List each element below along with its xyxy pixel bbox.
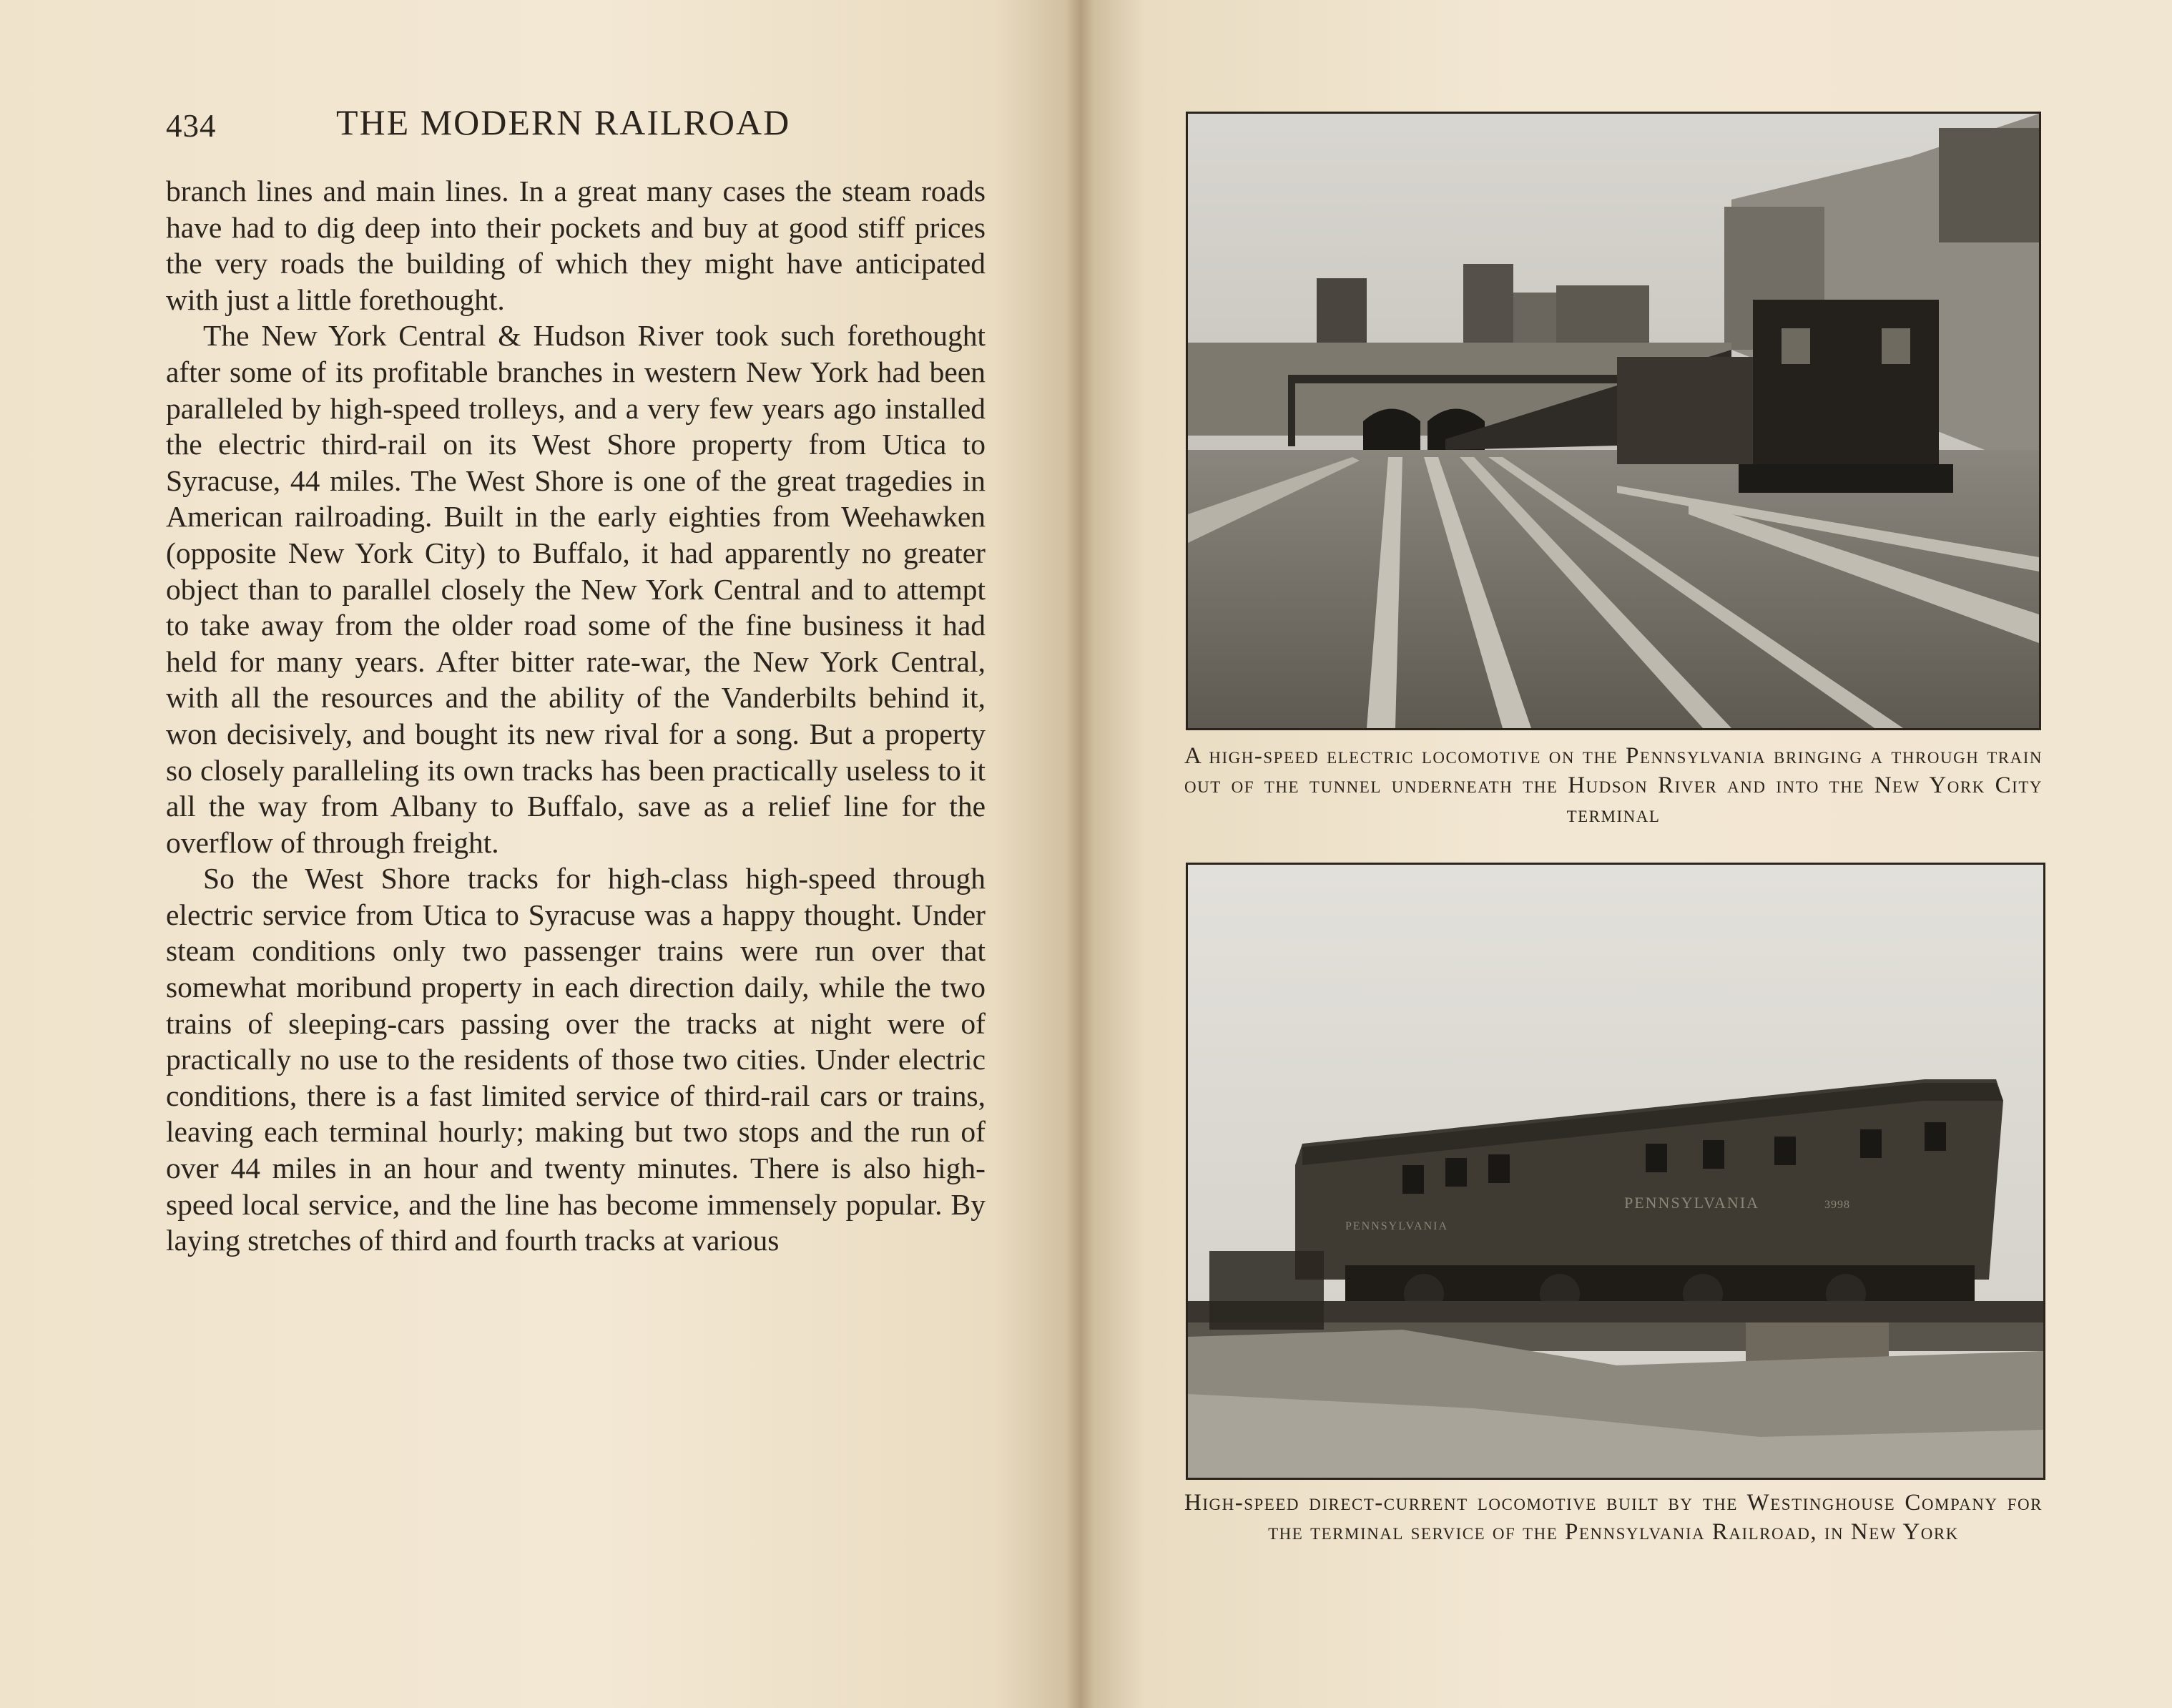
book-gutter <box>1066 0 1094 1708</box>
running-head-title: THE MODERN RAILROAD <box>336 102 791 142</box>
locomotive-lettering-right: PENNSYLVANIA <box>1624 1194 1760 1212</box>
locomotive-lettering-left: PENNSYLVANIA <box>1345 1220 1449 1232</box>
photo-train-leaving-tunnel <box>1186 112 2041 730</box>
paragraph-1: branch lines and main lines. In a great many cases the steam roads have had to dig deep into their pockets and buy at good stiff prices the very roads the building of which they might have anticipated with just a little forethought. <box>166 175 986 316</box>
running-head <box>166 102 988 152</box>
page-number: 434 <box>166 108 217 144</box>
body-text <box>166 173 986 1259</box>
caption-bottom: High-speed direct-current locomotive built by the Westinghouse Company for the terminal service of the Pennsylvania Railroad, in New York <box>1184 1490 2043 1545</box>
left-page <box>0 0 1080 1708</box>
paragraph-3: So the West Shore tracks for high-class high-speed through electric service from Utica to Syracuse was a happy thought. Under steam conditions only two passenger trains were run over that somewhat moribund property in each direction daily, while the two trains of sleeping-cars passing over the tracks at night were of practically no use to the residents of those two cities. Under electric conditions, there is a fast limited service of third-rail cars or trains, leaving each terminal hourly; making but two stops and the run of over 44 miles in an hour and twenty minutes. There is also high-speed local service, and the line has become immensely popular. By laying stretches of third and fourth tracks at various <box>166 862 986 1257</box>
paragraph-2: The New York Central & Hudson River took such forethought after some of its profitable branches in western New York had been paralleled by high-speed trolleys, and a very few years ago installed the electric third-rail on its West Shore property from Utica to Syracuse, 44 miles. The West Shore is one of the great tragedies in American railroading. Built in the early eighties from Weehawken (opposite New York City) to Buffalo, it had apparently no greater object than to parallel closely the New York Central and to attempt to take away from the older road some of the fine business it had held for many years. After bitter rate-war, the New York Central, with all the resources and the ability of the Vanderbilts behind it, won decisively, and bought its new rival for a song. But a property so closely paralleling its own tracks has been practically useless to it all the way from Albany to Buffalo, save as a relief line for the overflow of through freight. <box>166 319 986 859</box>
caption-top: A high-speed electric locomotive on the Pennsylvania bringing a through train out of the tunnel underneath the Hudson River and into the New York City terminal <box>1184 743 2043 828</box>
photo-westinghouse-locomotive <box>1186 863 2045 1480</box>
locomotive-number: 3998 <box>1824 1199 1850 1211</box>
